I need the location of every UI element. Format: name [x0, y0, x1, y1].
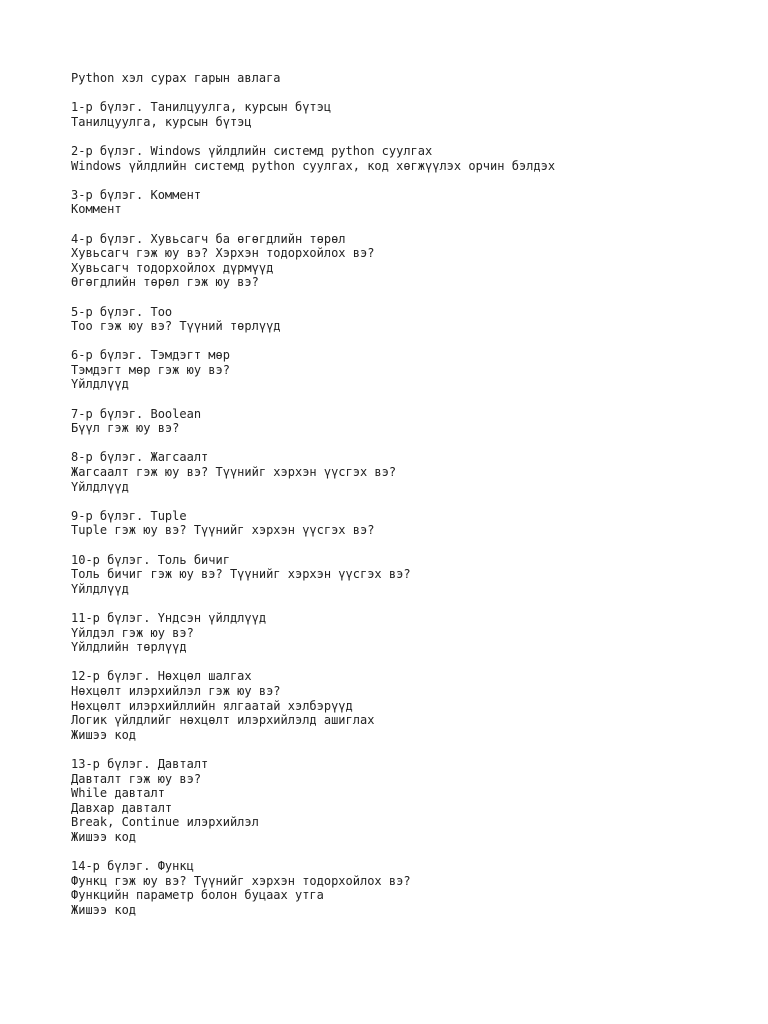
- chapter-block: [71, 144, 731, 173]
- chapter-heading: 1-р бүлэг. Танилцуулга, курсын бүтэц: [71, 100, 332, 115]
- chapter-heading: 7-р бүлэг. Boolean: [71, 406, 202, 421]
- chapter-line: Хувьсагч гэж юу вэ? Хэрхэн тодорхойлох вэ?: [71, 246, 375, 261]
- document-title: Python хэл сурах гарын авлага: [71, 71, 281, 85]
- chapter-line: Үйлдлийн төрлүүд: [71, 640, 187, 655]
- chapter-heading: 10-р бүлэг. Толь бичиг: [71, 552, 230, 567]
- chapter-line: Танилцуулга, курсын бүтэц: [71, 114, 252, 129]
- chapter-line: Break, Continue илэрхийлэл: [71, 815, 259, 830]
- chapter-line: Функц гэж юу вэ? Түүнийг хэрхэн тодорхойлох вэ?: [71, 873, 411, 888]
- chapter-block: [71, 509, 731, 538]
- chapter-block: [71, 348, 731, 392]
- chapter-line: Windows үйлдлийн системд python суулгах, код хөгжүүлэх орчин бэлдэх: [71, 158, 556, 173]
- chapter-line: Үйлдлүүд: [71, 479, 129, 494]
- chapter-heading: 3-р бүлэг. Коммент: [71, 187, 202, 202]
- chapter-line: Жишээ код: [71, 727, 137, 742]
- chapter-heading: 9-р бүлэг. Tuple: [71, 508, 187, 523]
- chapter-heading: 6-р бүлэг. Тэмдэгт мөр: [71, 348, 230, 363]
- chapter-line: Хувьсагч тодорхойлох дүрмүүд: [71, 260, 274, 275]
- chapter-heading: 4-р бүлэг. Хувьсагч ба өгөгдлийн төрөл: [71, 231, 346, 246]
- chapter-block: [71, 859, 731, 917]
- chapter-line: Тэмдэгт мөр гэж юу вэ?: [71, 362, 230, 377]
- chapter-line: Давталт гэж юу вэ?: [71, 771, 202, 786]
- chapter-line: Логик үйлдлийг нөхцөлт илэрхийлэлд ашиглах: [71, 713, 375, 728]
- chapter-line: Нөхцөлт илэрхийллийн ялгаатай хэлбэрүүд: [71, 698, 353, 713]
- chapter-line: While давталт: [71, 786, 165, 801]
- chapter-heading: 14-р бүлэг. Функц: [71, 859, 194, 874]
- chapter-line: Нөхцөлт илэрхийлэл гэж юу вэ?: [71, 683, 281, 698]
- chapter-line: Жагсаалт гэж юу вэ? Түүнийг хэрхэн үүсгэх вэ?: [71, 465, 397, 480]
- chapter-line: Үйлдлүүд: [71, 377, 129, 392]
- chapter-block: [71, 188, 731, 217]
- chapter-line: Жишээ код: [71, 829, 137, 844]
- chapter-block: [71, 757, 731, 845]
- chapter-line: Толь бичиг гэж юу вэ? Түүнийг хэрхэн үүсгэх вэ?: [71, 567, 411, 582]
- chapter-line: Тоо гэж юу вэ? Түүний төрлүүд: [71, 319, 281, 334]
- chapter-heading: 12-р бүлэг. Нөхцөл шалгах: [71, 669, 252, 684]
- chapter-line: Үйлдэл гэж юу вэ?: [71, 625, 194, 640]
- chapter-line: Коммент: [71, 202, 122, 217]
- chapter-heading: 5-р бүлэг. Тоо: [71, 304, 173, 319]
- document-page: [71, 71, 731, 917]
- chapter-list: [71, 100, 731, 917]
- chapter-heading: 11-р бүлэг. Үндсэн үйлдлүүд: [71, 610, 267, 625]
- chapter-heading: 8-р бүлэг. Жагсаалт: [71, 450, 209, 465]
- chapter-line: Жишээ код: [71, 902, 137, 917]
- chapter-block: [71, 407, 731, 436]
- chapter-block: [71, 553, 731, 597]
- chapter-line: Функцийн параметр болон буцаах утга: [71, 888, 324, 903]
- chapter-heading: 2-р бүлэг. Windows үйлдлийн системд python суулгах: [71, 143, 433, 158]
- chapter-line: Үйлдлүүд: [71, 581, 129, 596]
- chapter-block: [71, 305, 731, 334]
- chapter-line: Бүүл гэж юу вэ?: [71, 421, 180, 436]
- chapter-block: [71, 611, 731, 655]
- chapter-block: [71, 450, 731, 494]
- chapter-line: Tuple гэж юу вэ? Түүнийг хэрхэн үүсгэх вэ?: [71, 523, 375, 538]
- chapter-line: Давхар давталт: [71, 800, 173, 815]
- chapter-line: Өгөгдлийн төрөл гэж юу вэ?: [71, 275, 259, 290]
- chapter-block: [71, 669, 731, 742]
- chapter-block: [71, 232, 731, 290]
- chapter-block: [71, 100, 731, 129]
- chapter-heading: 13-р бүлэг. Давталт: [71, 756, 209, 771]
